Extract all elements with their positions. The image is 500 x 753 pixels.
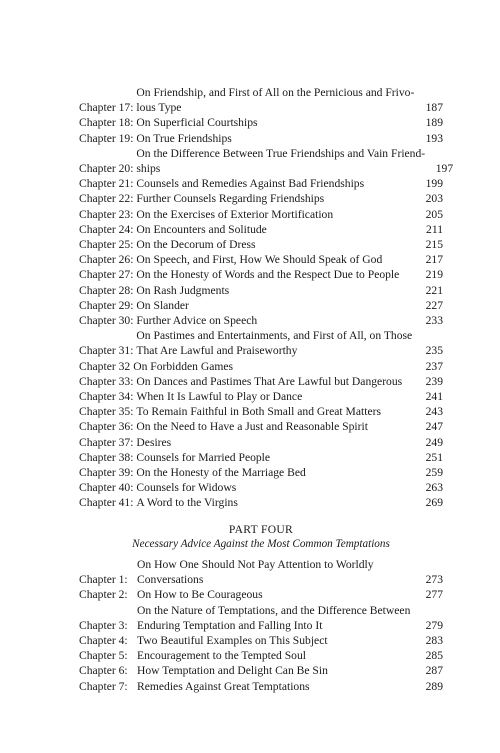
chapter-label: Chapter 17: (79, 101, 134, 115)
chapter-title-line: Enduring Temptation and Falling Into It (137, 618, 323, 632)
page-number: 211 (426, 222, 443, 236)
page-number: 277 (425, 588, 443, 602)
page-number: 237 (425, 359, 443, 373)
chapter-label: Chapter 3: (79, 618, 128, 632)
chapter-title-line: On Forbidden Games (133, 359, 234, 373)
toc-entry (79, 252, 443, 267)
toc-entry (79, 191, 443, 206)
chapter-title-line: Two Beautiful Examples on This Subject (137, 634, 328, 648)
chapter-title (137, 663, 415, 678)
chapter-title (136, 313, 415, 328)
part-title: PART FOUR (228, 523, 294, 536)
chapter-label: Chapter 19: (79, 131, 134, 145)
toc-entry (79, 587, 443, 602)
toc-entry (79, 176, 443, 191)
chapter-label: Chapter 7: (79, 679, 128, 693)
chapter-label: Chapter 39: (79, 466, 134, 480)
page-number: 215 (425, 238, 443, 252)
chapter-title-line: On Dances and Pastimes That Are Lawful but Dangerous (136, 374, 403, 388)
toc-entry (79, 389, 443, 404)
chapter-title (136, 222, 415, 237)
chapter-title-line: ships (136, 162, 161, 176)
chapter-title-line: On Speech, and First, How We Should Speak of God (136, 253, 383, 267)
chapter-label: Chapter 27: (79, 268, 134, 282)
chapter-title-line: On Rash Judgments (136, 283, 230, 297)
chapter-title (136, 435, 415, 450)
page-number: 197 (435, 162, 454, 176)
chapter-label: Chapter 35: (79, 405, 134, 419)
toc-entry (79, 237, 443, 252)
chapter-label: Chapter 1: (79, 573, 128, 587)
toc-entry (79, 480, 443, 495)
toc-entry (79, 557, 443, 587)
chapter-label: Chapter 32 (79, 359, 131, 373)
chapter-title (136, 450, 415, 465)
chapter-title-line: Counsels for Married People (136, 450, 271, 464)
chapter-title-line: Further Advice on Speech (136, 314, 258, 328)
chapter-title (136, 237, 415, 252)
chapter-label: Chapter 36: (79, 420, 134, 434)
chapter-title (136, 374, 415, 389)
toc-entry (79, 298, 443, 313)
page-number: 273 (425, 573, 443, 587)
chapter-title (137, 633, 415, 648)
toc-entry (79, 633, 443, 648)
page-number: 235 (425, 344, 443, 358)
page-number: 243 (425, 405, 443, 419)
toc-entry (79, 85, 443, 115)
toc-entry (79, 435, 443, 450)
toc-entry (79, 450, 443, 465)
chapter-title (136, 480, 415, 495)
chapter-title (136, 252, 415, 267)
toc-part-three-list (79, 85, 454, 511)
toc-entry (79, 283, 443, 298)
chapter-title-line: Counsels for Widows (136, 481, 237, 495)
page-number: 189 (425, 116, 443, 130)
chapter-title (136, 131, 415, 146)
page-number: 289 (425, 679, 443, 693)
chapter-title (136, 404, 415, 419)
toc-entry (79, 374, 443, 389)
chapter-title (136, 419, 415, 434)
chapter-title (136, 465, 415, 480)
chapter-label: Chapter 30: (79, 314, 134, 328)
page-number: 219 (425, 268, 443, 282)
toc-entry (79, 115, 443, 130)
chapter-label: Chapter 5: (79, 649, 128, 663)
toc-entry (79, 679, 443, 694)
chapter-title-line: lous Type (136, 101, 182, 115)
chapter-label: Chapter 2: (79, 588, 128, 602)
chapter-title (136, 176, 415, 191)
chapter-title-line: On Superficial Courtships (136, 116, 258, 130)
chapter-title (137, 648, 415, 663)
chapter-title-line: Counsels and Remedies Against Bad Friendships (136, 177, 365, 191)
chapter-title-line: On the Difference Between True Friendships and Vain Friend- (136, 146, 426, 160)
chapter-title-line: Remedies Against Great Temptations (137, 679, 310, 693)
page-number: 259 (425, 466, 443, 480)
chapter-label: Chapter 21: (79, 177, 134, 191)
toc-entry (79, 131, 443, 146)
page-number: 285 (425, 649, 443, 663)
chapter-title (136, 146, 425, 176)
chapter-label: Chapter 6: (79, 664, 128, 678)
chapter-label: Chapter 26: (79, 253, 134, 267)
chapter-title (136, 191, 415, 206)
chapter-title-line: When It Is Lawful to Play or Dance (136, 390, 303, 404)
toc-entry (79, 404, 443, 419)
chapter-label: Chapter 29: (79, 298, 134, 312)
page-number: 279 (425, 618, 443, 632)
page-number: 249 (425, 435, 443, 449)
toc-entry (79, 495, 443, 510)
toc-entry (79, 267, 443, 282)
page-number: 247 (425, 420, 443, 434)
chapter-label: Chapter 20: (79, 162, 134, 176)
toc-entry (79, 419, 443, 434)
page-number: 233 (425, 314, 443, 328)
chapter-title-line: On Encounters and Solitude (136, 222, 267, 236)
toc-entry (79, 663, 443, 678)
chapter-title-line: On Friendship, and First of All on the Pernicious and Frivo- (136, 86, 415, 99)
chapter-title-line: On Slander (136, 298, 189, 312)
page-number: 251 (425, 450, 443, 464)
toc-entry (79, 465, 443, 480)
chapter-title (137, 587, 415, 602)
chapter-title (136, 207, 415, 222)
chapter-label: Chapter 25: (79, 238, 134, 252)
chapter-title-line: On the Need to Have a Just and Reasonable Spirit (136, 420, 368, 434)
page-number: 227 (425, 298, 443, 312)
chapter-title-line: On the Nature of Temptations, and the Difference Between (137, 603, 411, 617)
toc-entry (79, 313, 443, 328)
chapter-title-line: On the Honesty of Words and the Respect Due to People (136, 268, 400, 282)
chapter-title (136, 495, 415, 510)
page-number: 203 (425, 192, 443, 206)
chapter-title-line: On the Decorum of Dress (136, 238, 256, 252)
page-number: 205 (425, 207, 443, 221)
chapter-title-line: On How to Be Courageous (137, 588, 263, 602)
page-number: 287 (425, 664, 443, 678)
toc-entry (79, 207, 443, 222)
chapter-title (136, 267, 415, 282)
chapter-title-line: How Temptation and Delight Can Be Sin (137, 664, 328, 678)
chapter-title-line: Further Counsels Regarding Friendships (136, 192, 325, 206)
page-number: 193 (425, 131, 443, 145)
chapter-title-line: On How One Should Not Pay Attention to Worldly (137, 558, 374, 571)
chapter-title-line: Conversations (137, 573, 204, 587)
chapter-title (136, 389, 415, 404)
page-number: 241 (425, 390, 443, 404)
toc-entry (79, 222, 443, 237)
page-number: 269 (425, 496, 443, 510)
chapter-label: Chapter 31: (79, 344, 134, 358)
chapter-title (136, 328, 415, 358)
page-number: 199 (425, 177, 443, 191)
chapter-title-line: To Remain Faithful in Both Small and Great Matters (136, 405, 381, 419)
chapter-title-line: A Word to the Virgins (136, 496, 238, 510)
page-number: 221 (425, 283, 443, 297)
chapter-label: Chapter 37: (79, 435, 134, 449)
chapter-title-line: On the Exercises of Exterior Mortification (136, 207, 334, 221)
chapter-label: Chapter 33: (79, 374, 134, 388)
chapter-label: Chapter 41: (79, 496, 134, 510)
chapter-label: Chapter 23: (79, 207, 134, 221)
page-number: 239 (425, 374, 443, 388)
chapter-title (133, 359, 415, 374)
chapter-title-line: On Pastimes and Entertainments, and First of All, on Those (136, 329, 413, 343)
part-subtitle: Necessary Advice Against the Most Common Temptations (132, 538, 390, 550)
chapter-title-line: That Are Lawful and Praiseworthy (136, 344, 298, 358)
chapter-title (136, 115, 415, 130)
toc-entry (79, 146, 454, 176)
chapter-label: Chapter 28: (79, 283, 134, 297)
chapter-title (137, 603, 415, 633)
chapter-title-line: Encouragement to the Tempted Soul (137, 649, 306, 663)
chapter-title-line: On True Friendships (136, 131, 232, 145)
page-number: 187 (425, 101, 443, 115)
toc-entry (79, 359, 443, 374)
chapter-label: Chapter 4: (79, 634, 128, 648)
chapter-title (137, 679, 415, 694)
chapter-label: Chapter 34: (79, 390, 134, 404)
chapter-title (137, 557, 415, 587)
chapter-title-line: Desires (136, 435, 172, 449)
chapter-label: Chapter 22: (79, 192, 134, 206)
toc-entry (79, 328, 443, 358)
part-heading-block (79, 522, 443, 552)
page-number: 217 (425, 253, 443, 267)
chapter-label: Chapter 18: (79, 116, 134, 130)
toc-entry (79, 648, 443, 663)
page-number: 263 (425, 481, 443, 495)
chapter-title-line: On the Honesty of the Marriage Bed (136, 466, 306, 480)
chapter-title (136, 85, 415, 115)
toc-part-four-list (79, 557, 443, 694)
page-number: 283 (425, 634, 443, 648)
chapter-label: Chapter 24: (79, 222, 134, 236)
chapter-label: Chapter 40: (79, 481, 134, 495)
chapter-title (136, 283, 415, 298)
chapter-label: Chapter 38: (79, 450, 134, 464)
toc-entry (79, 603, 443, 633)
chapter-title (136, 298, 415, 313)
